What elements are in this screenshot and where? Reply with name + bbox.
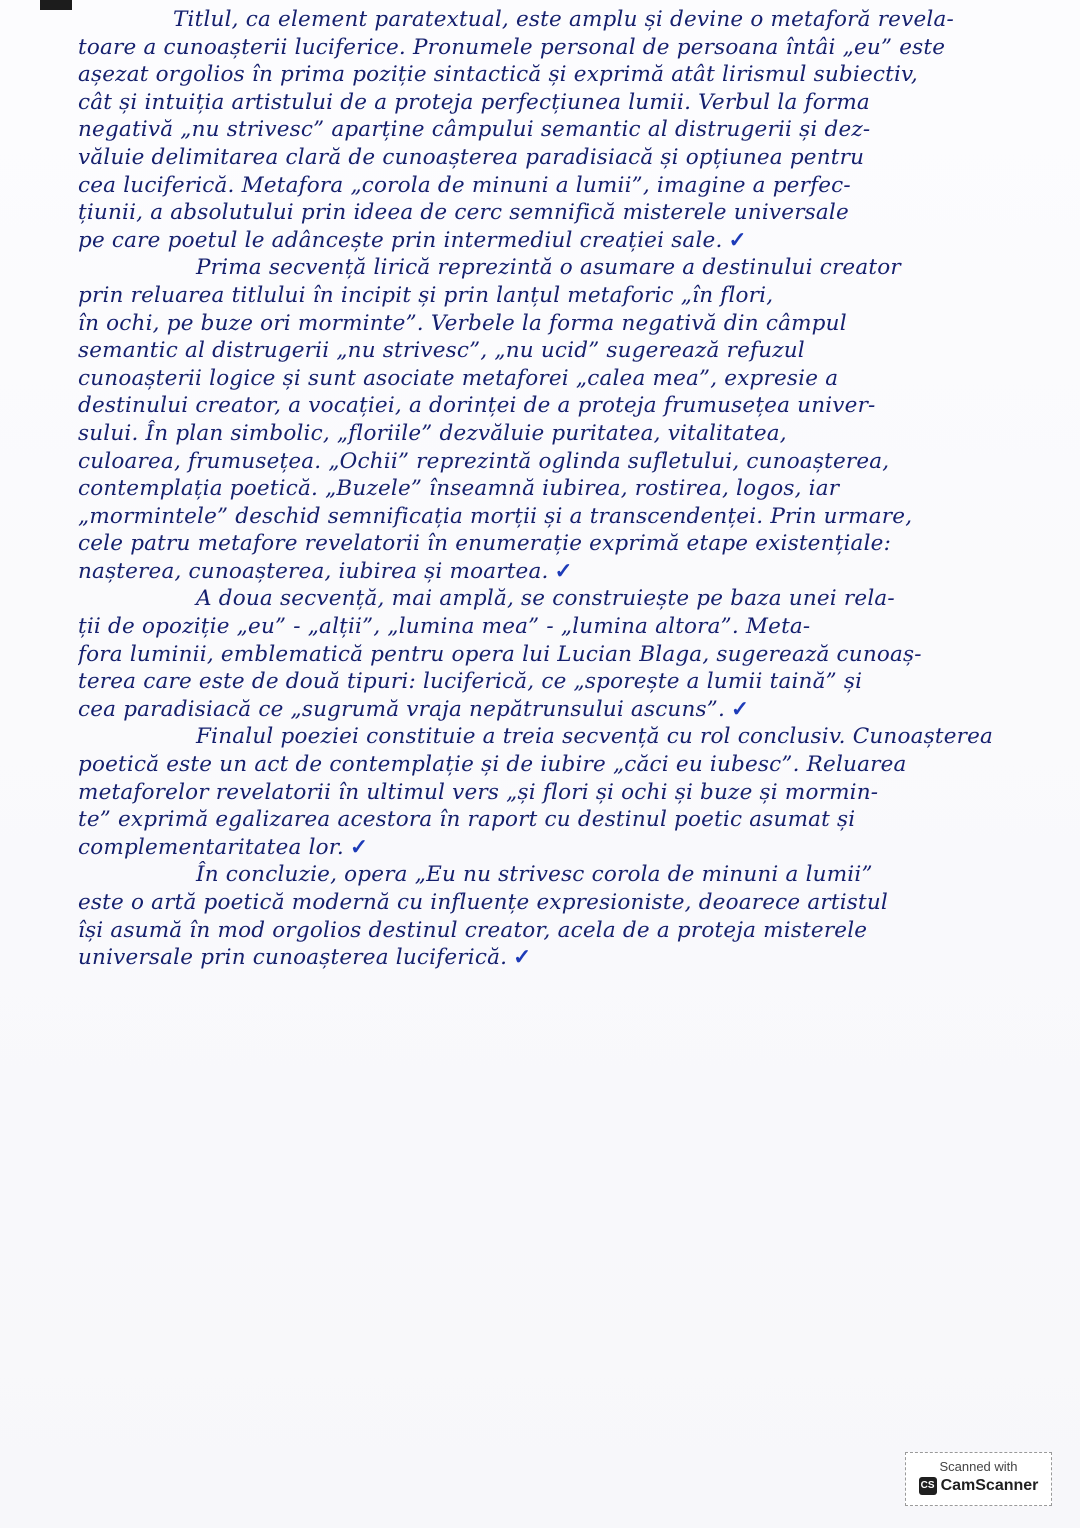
- essay-line-with-check: [78, 558, 1038, 586]
- essay-line-with-check: [78, 696, 1038, 724]
- essay-line: fora luminii, emblematică pentru opera lui Lucian Blaga, sugerează cunoaș-: [78, 641, 922, 667]
- essay-line-with-check: [78, 944, 1038, 972]
- essay-line-with-check: [78, 834, 1038, 862]
- camscanner-watermark: [905, 1452, 1052, 1506]
- essay-line: în ochi, pe buze ori morminte”. Verbele la forma negativă din câmpul: [78, 310, 847, 336]
- essay-line: destinului creator, a vocației, a dorinței de a proteja frumusețea univer-: [78, 393, 876, 419]
- essay-line: Titlul, ca element paratextual, este amplu și devine o metaforă revela-: [173, 7, 954, 32]
- check-mark: ✓: [554, 558, 573, 584]
- essay-line: toare a cunoașterii luciferice. Pronumele personal de persoana întâi „eu” este: [78, 34, 946, 60]
- essay-line: ții de opoziție „eu” - „alții”, „lumina mea” - „lumina altora”. Meta-: [78, 614, 811, 640]
- essay-line: Finalul poeziei constituie a treia secvență cu rol conclusiv. Cunoașterea: [196, 724, 994, 750]
- essay-line: poetică este un act de contemplație și de iubire „căci eu iubesc”. Reluarea: [78, 752, 907, 778]
- essay-line: țiunii, a absolutului prin ideea de cerc semnifică misterele universale: [78, 200, 849, 226]
- essay-line: prin reluarea titlului în incipit și prin lanțul metaforic „în flori,: [78, 282, 774, 308]
- essay-line: metaforelor revelatorii în ultimul vers „și flori și ochi și buze și mormin-: [78, 779, 879, 805]
- essay-line: „mormintele” deschid semnificația morții și a transcendenței. Prin urmare,: [78, 503, 913, 529]
- camscanner-logo-icon: CS: [919, 1477, 937, 1495]
- essay-line: te” exprimă egalizarea acestora în raport cu destinul poetic asumat și: [78, 807, 856, 833]
- check-mark: ✓: [730, 696, 750, 722]
- essay-line-text: pe care poetul le adâncește prin intermediul creației sale.: [78, 227, 723, 253]
- essay-line: văluie delimitarea clară de cunoașterea paradisiacă și opțiunea pentru: [78, 144, 865, 170]
- essay-line-text: complementaritatea lor.: [78, 834, 344, 860]
- camscanner-brand-name: CamScanner: [940, 1477, 1039, 1494]
- staple-mark: [40, 0, 72, 10]
- camscanner-brand-row: [906, 1477, 1051, 1495]
- essay-line: este o artă poetică modernă cu influențe expresioniste, deoarece artistul: [78, 890, 888, 915]
- essay-line: semantic al distrugerii „nu strivesc”, „nu ucid” sugerează refuzul: [78, 338, 805, 364]
- check-mark: ✓: [728, 227, 747, 253]
- scanned-with-label: Scanned with: [939, 1459, 1018, 1474]
- check-mark: ✓: [349, 834, 369, 860]
- essay-line: sului. În plan simbolic, „floriile” dezvăluie puritatea, vitalitatea,: [78, 420, 787, 446]
- essay-line: cunoașterii logice și sunt asociate metaforei „calea mea”, expresie a: [78, 365, 839, 391]
- essay-line: cele patru metafore revelatorii în enumerație exprimă etape existențiale:: [78, 531, 892, 557]
- essay-line-text: universale prin cunoașterea luciferică.: [78, 945, 508, 971]
- essay-line: contemplația poetică. „Buzele” înseamnă iubirea, rostirea, logos, iar: [78, 476, 840, 502]
- check-mark: ✓: [513, 945, 532, 971]
- essay-line: A doua secvență, mai amplă, se construiește pe baza unei rela-: [196, 586, 895, 612]
- essay-line: culoarea, frumusețea. „Ochii” reprezintă oglinda sufletului, cunoașterea,: [78, 448, 890, 474]
- essay-line: Prima secvență lirică reprezintă o asumare a destinului creator: [196, 255, 901, 281]
- essay-line: cât și intuiția artistului de a proteja perfecțiunea lumii. Verbul la forma: [78, 89, 870, 115]
- essay-line: își asumă în mod orgolios destinul creator, acela de a proteja misterele: [78, 917, 868, 943]
- handwritten-essay: [78, 6, 1038, 972]
- essay-line: negativă „nu strivesc” aparține câmpului semantic al distrugerii și dez-: [78, 117, 871, 143]
- essay-line: terea care este de două tipuri: luciferică, ce „sporește a lumii taină” și: [78, 669, 863, 695]
- essay-line-text: nașterea, cunoașterea, iubirea și moartea.: [78, 558, 549, 584]
- essay-line: cea luciferică. Metafora „corola de minuni a lumii”, imagine a perfec-: [78, 172, 851, 198]
- essay-line: În concluzie, opera „Eu nu strivesc corola de minuni a lumii”: [196, 862, 873, 888]
- essay-line-with-check: [78, 227, 1038, 255]
- essay-line: așezat orgolios în prima poziție sintactică și exprimă atât lirismul subiectiv,: [78, 62, 918, 88]
- essay-line-text: cea paradisiacă ce „sugrumă vraja nepătrunsului ascuns”.: [78, 696, 725, 722]
